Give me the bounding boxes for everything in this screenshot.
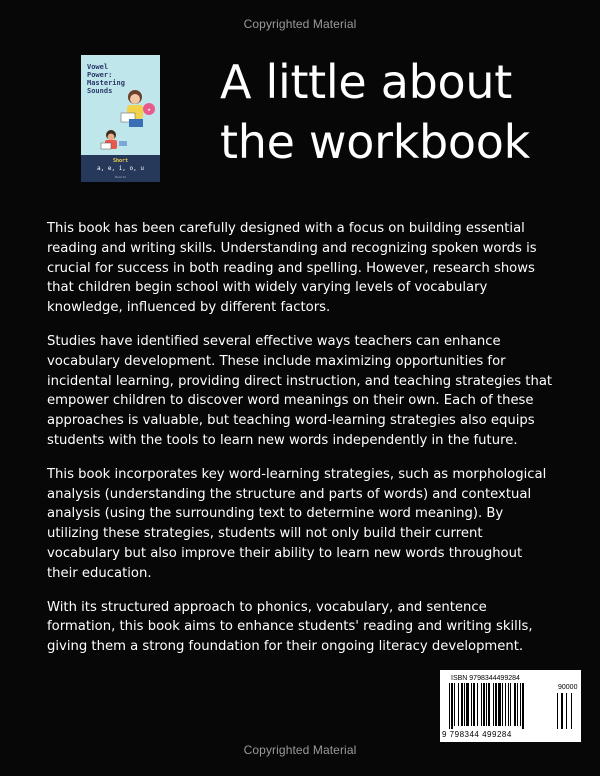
- cover-title: Vowel Power: Mastering Sounds: [87, 63, 125, 95]
- cover-band-text: [81, 155, 160, 182]
- copyright-watermark-bottom: Copyrighted Material: [243, 743, 357, 757]
- book-cover-thumbnail: [81, 55, 160, 182]
- paragraph-3: This book incorporates key word-learning strategies, such as morphological analysis (understanding the structure and parts of words) and contextual analysis (using the surrounding text to determine word meaning). By utilizing these strategies, students will not only build their current vocabulary but also improve their ability to learn new words throughout their education.: [47, 466, 547, 581]
- barcode-digits: 9 798344 499284: [442, 730, 512, 739]
- price-code: 90000: [558, 684, 578, 691]
- barcode-bars: [447, 683, 578, 729]
- paragraph-1: This book has been carefully designed with a focus on building essential reading and writing skills. Understanding and recognizing spoken words is crucial for success in both reading and spelling. However, research shows that children begin school with widely varying levels of vocabulary knowledge, influenced by different factors.: [47, 221, 537, 316]
- isbn-barcode: [440, 670, 581, 742]
- isbn-label: ISBN 9798344499284: [451, 675, 520, 682]
- paragraph-2: Studies have identified several effective ways teachers can enhance vocabulary development. These include maximizing opportunities for incidental learning, providing direct instruction, and teaching strategies that empower children to discover word meanings on their own. Each of these approaches is valuable, but teaching word-learning strategies also equips students with the tools to learn new words independently in the future.: [47, 333, 553, 448]
- svg-text:★: ★: [147, 107, 151, 112]
- page-title: [220, 52, 590, 172]
- description-body: [47, 219, 557, 671]
- paragraph-4: With its structured approach to phonics, vocabulary, and sentence formation, this book aims to enhance students' reading and writing skills, giving them a strong foundation for their ongoing literacy development.: [47, 599, 533, 655]
- page-title-line-1: A little about: [220, 55, 512, 109]
- copyright-watermark-top: Copyrighted Material: [243, 17, 357, 31]
- cover-subtitle: Short: [112, 158, 129, 164]
- cover-illustration: [99, 85, 157, 155]
- cover-footer: Book #1: [114, 175, 126, 179]
- page-title-line-2: the workbook: [220, 115, 530, 169]
- cover-vowels: a, e, i, o, u: [97, 165, 144, 172]
